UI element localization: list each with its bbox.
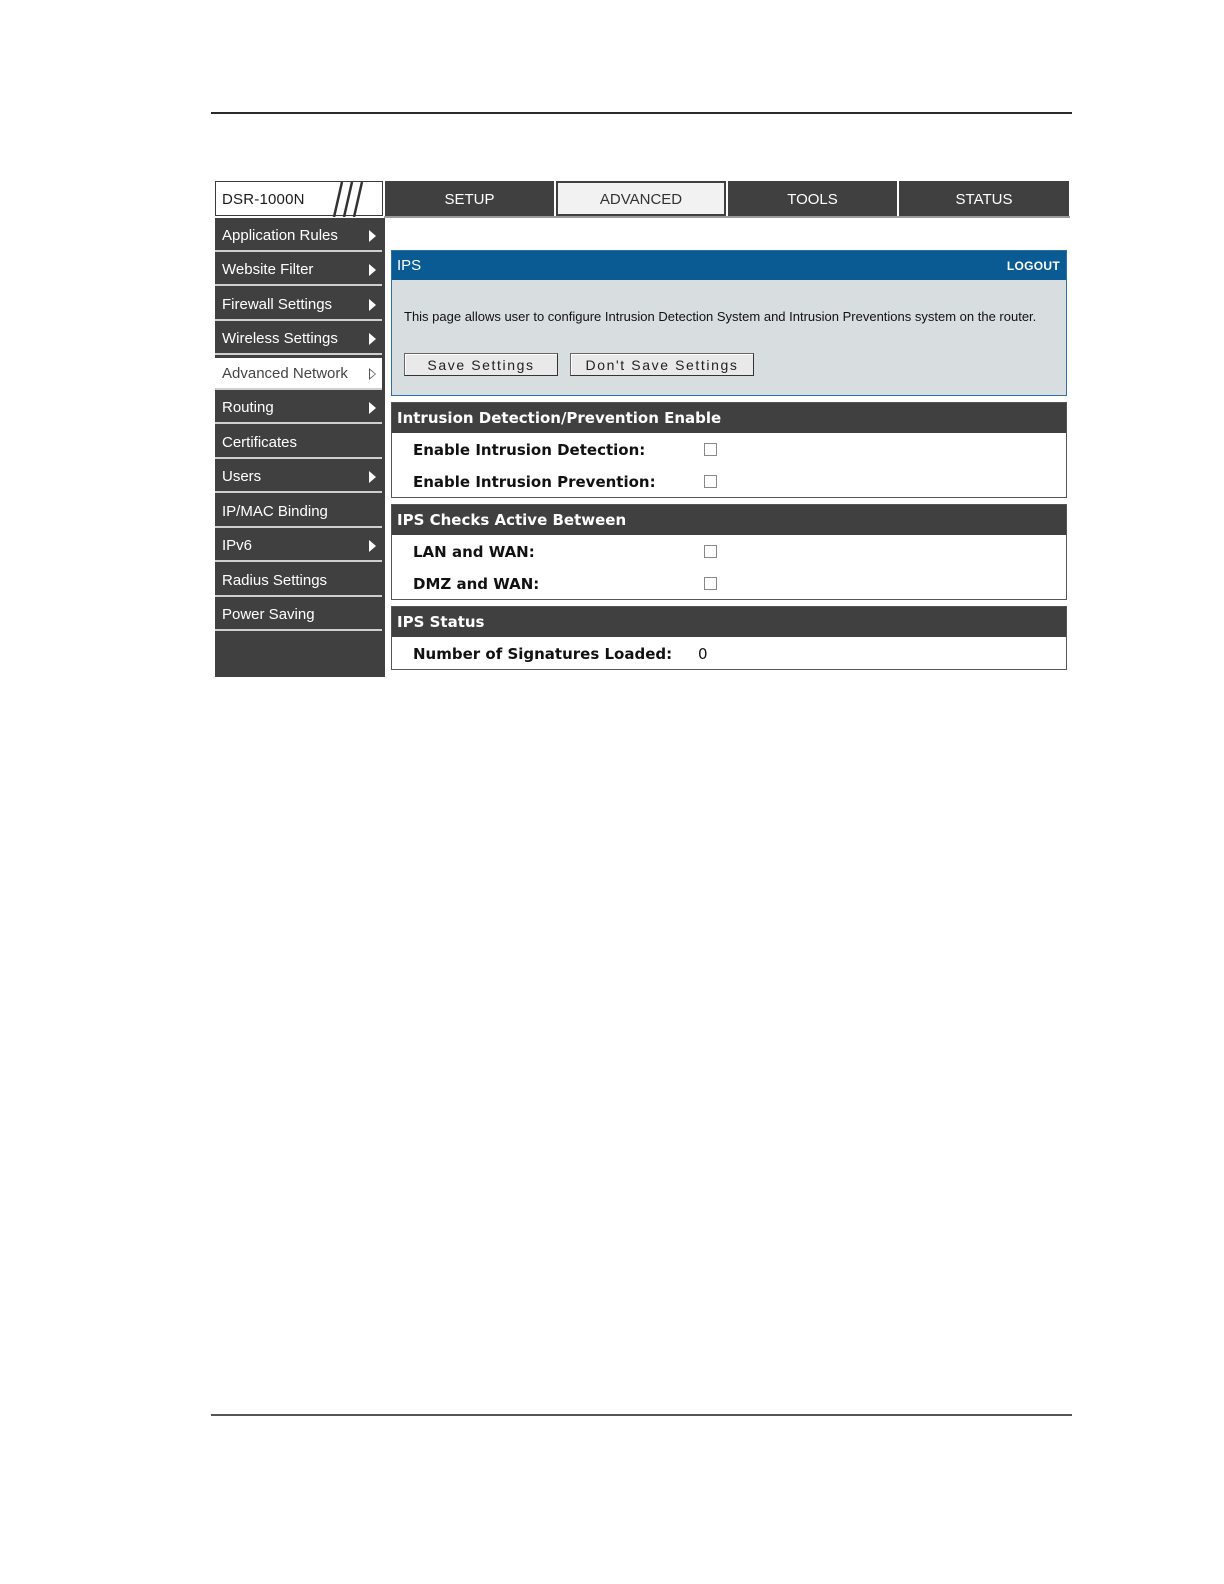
tab-advanced[interactable]: ADVANCED	[556, 181, 726, 216]
enable-detection-label: Enable Intrusion Detection:	[413, 441, 646, 459]
lan-wan-label: LAN and WAN:	[413, 543, 535, 561]
section-title: Intrusion Detection/Prevention Enable	[392, 403, 1066, 433]
sidebar-item-label: Certificates	[222, 434, 298, 451]
page-description: This page allows user to configure Intrusion Detection System and Intrusion Preventions system on the router.	[404, 309, 1037, 324]
chevron-right-icon	[369, 402, 376, 414]
sidebar-item-wireless-settings[interactable]	[215, 323, 382, 355]
main-content	[385, 218, 1071, 677]
dmz-wan-label: DMZ and WAN:	[413, 575, 540, 593]
top-navigation	[215, 181, 1069, 218]
sidebar-item-label: Application Rules	[222, 227, 338, 244]
signatures-loaded-label: Number of Signatures Loaded:	[413, 645, 673, 663]
sidebar-item-application-rules[interactable]	[215, 220, 382, 252]
ips-status-section	[391, 606, 1067, 670]
sidebar-item-users[interactable]	[215, 461, 382, 493]
brand-logo	[215, 181, 383, 216]
enable-detection-checkbox[interactable]	[704, 443, 717, 456]
tab-setup[interactable]: SETUP	[385, 181, 554, 216]
lan-wan-checkbox[interactable]	[704, 545, 717, 558]
sidebar-item-advanced-network[interactable]	[215, 358, 382, 390]
sidebar-item-label: Power Saving	[222, 606, 315, 623]
tab-tools[interactable]: TOOLS	[728, 181, 897, 216]
logout-link[interactable]: LOGOUT	[1006, 259, 1060, 273]
sidebar-item-firewall-settings[interactable]	[215, 289, 382, 321]
section-title: IPS Checks Active Between	[392, 505, 1066, 535]
ips-checks-section	[391, 504, 1067, 600]
sidebar-item-ipv6[interactable]	[215, 530, 382, 562]
chevron-right-icon	[369, 333, 376, 345]
sidebar-item-certificates[interactable]	[215, 427, 382, 459]
enable-prevention-label: Enable Intrusion Prevention:	[413, 473, 656, 491]
ips-header	[392, 251, 1066, 280]
sidebar-item-routing[interactable]	[215, 392, 382, 424]
ips-info-panel	[391, 250, 1067, 396]
save-settings-button[interactable]: Save Settings	[404, 353, 558, 376]
section-title: IPS Status	[392, 607, 1066, 637]
sidebar	[215, 218, 385, 677]
sidebar-item-website-filter[interactable]	[215, 254, 382, 286]
chevron-right-icon	[369, 264, 376, 276]
chevron-right-icon	[369, 368, 376, 380]
page-bottom-rule	[211, 1414, 1072, 1416]
slash-logo-icon	[324, 182, 384, 217]
sidebar-item-label: Website Filter	[222, 261, 314, 278]
sidebar-item-label: IPv6	[222, 537, 253, 554]
signatures-loaded-value: 0	[698, 645, 708, 663]
dmz-wan-checkbox[interactable]	[704, 577, 717, 590]
enable-prevention-checkbox[interactable]	[704, 475, 717, 488]
sidebar-item-label: Radius Settings	[222, 572, 328, 589]
dont-save-settings-button[interactable]: Don't Save Settings	[570, 353, 754, 376]
chevron-right-icon	[369, 230, 376, 242]
tab-status[interactable]: STATUS	[899, 181, 1069, 216]
model-name: DSR-1000N	[222, 191, 305, 208]
sidebar-item-label: Firewall Settings	[222, 296, 333, 313]
page-title: IPS	[397, 257, 422, 274]
chevron-right-icon	[369, 471, 376, 483]
page-top-rule	[211, 112, 1072, 114]
sidebar-item-label: IP/MAC Binding	[222, 503, 328, 520]
sidebar-item-label: Users	[222, 468, 262, 485]
sidebar-item-label: Wireless Settings	[222, 330, 338, 347]
sidebar-item-label: Advanced Network	[222, 365, 348, 382]
sidebar-item-ip-mac-binding[interactable]	[215, 496, 382, 528]
sidebar-item-label: Routing	[222, 399, 274, 416]
router-ui	[215, 181, 1071, 677]
chevron-right-icon	[369, 540, 376, 552]
chevron-right-icon	[369, 299, 376, 311]
sidebar-item-radius-settings[interactable]	[215, 565, 382, 597]
sidebar-item-power-saving[interactable]	[215, 599, 382, 631]
intrusion-enable-section	[391, 402, 1067, 498]
